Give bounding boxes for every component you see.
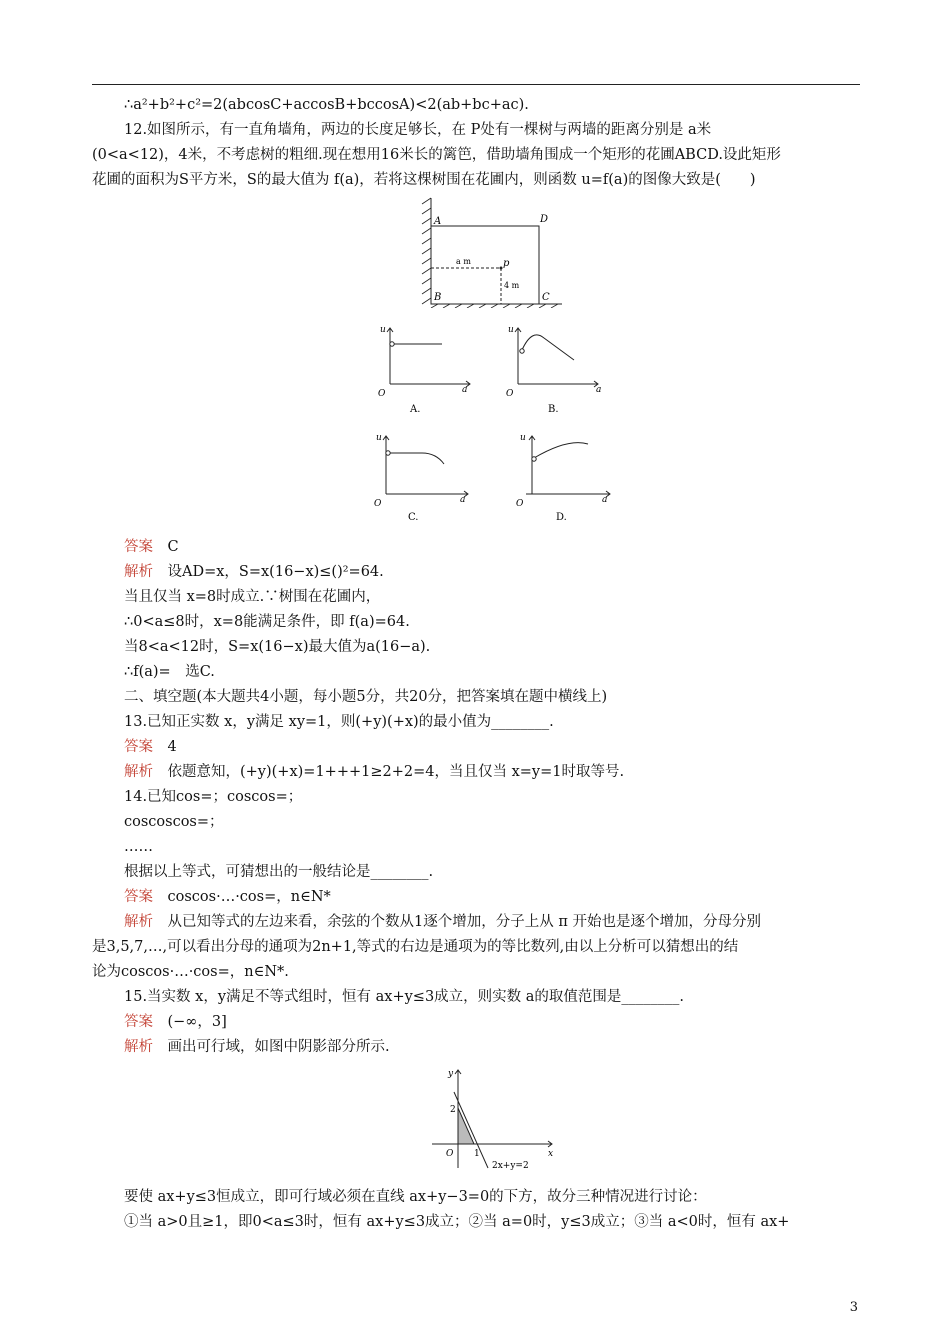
graph-option-B [498, 320, 608, 420]
analysis-tag: 解析 [124, 564, 153, 580]
answer-tag: 答案 [124, 1014, 153, 1030]
text-line: …… [124, 839, 153, 855]
section-heading: 二、填空题(本大题共4小题，每小题5分，共20分，把答案填在题中横线上) [124, 689, 608, 705]
axis-a: a [596, 385, 602, 395]
label-C: C [542, 292, 550, 303]
analysis-tag: 解析 [124, 1039, 153, 1055]
axis-u: u [508, 325, 514, 335]
caption-B: B. [548, 404, 559, 415]
analysis-12: 解析 设AD=x，S=x(16−x)≤()²=64. [124, 564, 384, 580]
text-line: 根据以上等式，可猜想出的一般结论是________. [124, 864, 434, 880]
text-line: 当8<a<12时，S=x(16−x)最大值为a(16−a). [124, 639, 431, 655]
text-line: 论为coscos·…·cos=，n∈N*. [92, 964, 289, 980]
label-4-m: 4 m [504, 281, 520, 290]
label-A: A [434, 216, 442, 227]
page-number: 3 [849, 1300, 858, 1315]
axis-y: y [448, 1069, 454, 1079]
analysis-tag: 解析 [124, 764, 153, 780]
axis-u: u [376, 433, 382, 443]
caption-D: D. [556, 512, 567, 523]
text-line: coscoscos=； [124, 814, 224, 830]
text-line: 当且仅当 x=8时成立.∵树围在花圃内， [124, 589, 381, 605]
question-15: 15.当实数 x，y满足不等式组时，恒有 ax+y≤3成立，则实数 a的取值范围是________. [124, 989, 685, 1005]
analysis-15: 解析 画出可行域，如图中阴影部分所示. [124, 1039, 390, 1055]
corner-figure [418, 196, 566, 308]
tick-2: 2 [450, 1105, 456, 1115]
graph-option-C [366, 428, 476, 528]
answer-tag: 答案 [124, 889, 153, 905]
axis-origin: O [506, 389, 514, 399]
label-D: D [540, 214, 549, 225]
label-B: B [434, 292, 442, 303]
text-line: ∴a²+b²+c²=2(abcosC+accosB+bccosA)<2(ab+bc+ac). [124, 97, 529, 113]
text-line: 要使 ax+y≤3恒成立，即可行域必须在直线 ax+y−3=0的下方，故分三种情况进行讨论： [124, 1189, 707, 1205]
answer-14: 答案 coscos·…·cos=，n∈N* [124, 889, 331, 905]
graph-option-D [508, 428, 618, 528]
text-line: ∴f(a)= 选C. [124, 664, 215, 680]
feasible-region-figure [424, 1064, 564, 1178]
question-12-line-3: 花圃的面积为S平方米，S的最大值为 f(a)，若将这棵树围在花圃内，则函数 u=f(a)的图像大致是( ) [92, 172, 756, 188]
question-13: 13.已知正实数 x，y满足 xy=1，则(+y)(+x)的最小值为________. [124, 714, 554, 730]
caption-C: C. [408, 512, 419, 523]
axis-a: a [460, 495, 466, 505]
text-line: 是3,5,7,…,可以看出分母的通项为2n+1,等式的右边是通项为的等比数列,由以上分析可以猜想出的结 [92, 939, 739, 955]
axis-u: u [380, 325, 386, 335]
analysis-13: 解析 依题意知，(+y)(+x)=1+++1≥2+2=4，当且仅当 x=y=1时取等号. [124, 764, 625, 780]
tick-1: 1 [474, 1149, 480, 1159]
analysis-tag: 解析 [124, 914, 153, 930]
analysis-14: 解析 从已知等式的左边来看，余弦的个数从1逐个增加，分子上从 π 开始也是逐个增加，分母分别 [124, 914, 761, 930]
axis-u: u [520, 433, 526, 443]
label-P: p [503, 258, 510, 269]
question-12-line-2: (0<a<12)，4米，不考虑树的粗细.现在想用16米长的篱笆，借助墙角围成一个矩形的花圃ABCD.设此矩形 [92, 147, 781, 163]
answer-tag: 答案 [124, 539, 153, 555]
answer-12: 答案 C [124, 539, 179, 555]
answer-15: 答案 (−∞，3] [124, 1014, 227, 1030]
axis-a: a [462, 385, 468, 395]
axis-origin: O [446, 1149, 454, 1159]
axis-x: x [548, 1149, 554, 1159]
axis-origin: O [378, 389, 386, 399]
line-label: 2x+y=2 [492, 1161, 529, 1171]
answer-13: 答案 4 [124, 739, 177, 755]
axis-origin: O [374, 499, 382, 509]
text-line: ①当 a>0且≥1，即0<a≤3时，恒有 ax+y≤3成立；②当 a=0时，y≤3成立；③当 a<0时，恒有 ax+ [124, 1214, 790, 1230]
answer-tag: 答案 [124, 739, 153, 755]
label-a-m: a m [456, 257, 471, 266]
axis-a: a [602, 495, 608, 505]
question-12-line-1: 12.如图所示，有一直角墙角，两边的长度足够长，在 P处有一棵树与两墙的距离分别是 a米 [124, 122, 712, 138]
axis-origin: O [516, 499, 524, 509]
caption-A: A. [410, 404, 421, 415]
graph-option-A [370, 320, 480, 420]
question-14: 14.已知cos=；coscos=； [124, 789, 303, 805]
text-line: ∴0<a≤8时，x=8能满足条件，即 f(a)=64. [124, 614, 410, 630]
header-rule [92, 84, 860, 85]
